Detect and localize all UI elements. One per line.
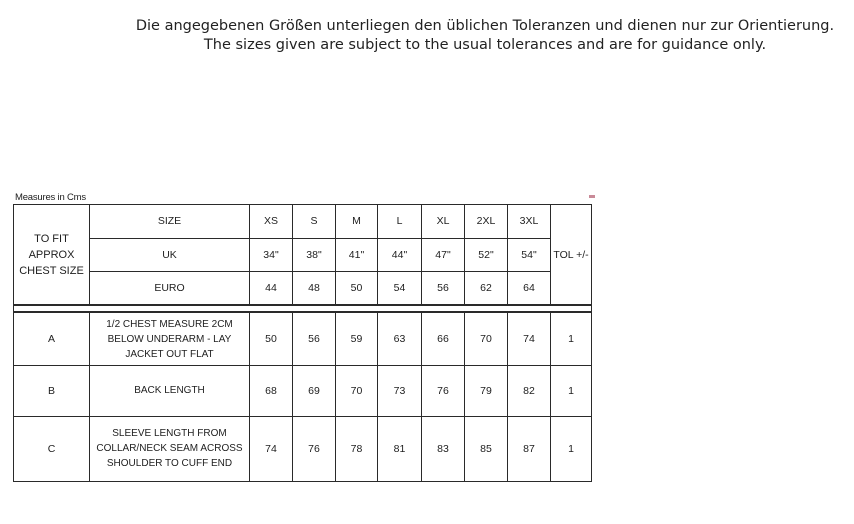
value-cell: 70 (336, 365, 378, 416)
tolerance-notice (120, 17, 850, 55)
row-code: C (14, 416, 90, 481)
uk-cell: 41" (336, 238, 378, 272)
value-cell: 56 (293, 312, 336, 365)
measure-row-a (14, 312, 592, 365)
value-cell: 74 (508, 312, 551, 365)
size-cell: XS (250, 205, 293, 239)
size-cell: 3XL (508, 205, 551, 239)
size-cell: XL (422, 205, 465, 239)
value-cell: 83 (422, 416, 465, 481)
euro-cell: 64 (508, 272, 551, 306)
header-separator (14, 305, 592, 312)
row-description: SLEEVE LENGTH FROM COLLAR/NECK SEAM ACROSS SHOULDER TO CUFF END (90, 416, 250, 481)
euro-cell: 44 (250, 272, 293, 306)
uk-cell: 38" (293, 238, 336, 272)
uk-cell: 47" (422, 238, 465, 272)
euro-row (14, 272, 592, 306)
row-code: B (14, 365, 90, 416)
tol-cell: 1 (551, 365, 592, 416)
tol-label: TOL +/- (551, 205, 592, 306)
measures-caption: Measures in Cms (15, 192, 86, 203)
tol-cell: 1 (551, 312, 592, 365)
size-cell: 2XL (465, 205, 508, 239)
euro-cell: 48 (293, 272, 336, 306)
size-label: SIZE (90, 205, 250, 239)
size-cell: M (336, 205, 378, 239)
euro-cell: 50 (336, 272, 378, 306)
measure-row-c (14, 416, 592, 481)
euro-label: EURO (90, 272, 250, 306)
value-cell: 69 (293, 365, 336, 416)
size-cell: L (378, 205, 422, 239)
row-description: 1/2 CHEST MEASURE 2CM BELOW UNDERARM - LAY JACKET OUT FLAT (90, 312, 250, 365)
value-cell: 50 (250, 312, 293, 365)
tol-cell: 1 (551, 416, 592, 481)
size-cell: S (293, 205, 336, 239)
corner-mark (589, 195, 595, 198)
uk-cell: 54" (508, 238, 551, 272)
uk-cell: 44" (378, 238, 422, 272)
uk-label: UK (90, 238, 250, 272)
measure-row-b (14, 365, 592, 416)
size-table (13, 204, 592, 482)
size-header-row (14, 205, 592, 239)
value-cell: 85 (465, 416, 508, 481)
value-cell: 81 (378, 416, 422, 481)
value-cell: 59 (336, 312, 378, 365)
row-description: BACK LENGTH (90, 365, 250, 416)
value-cell: 63 (378, 312, 422, 365)
euro-cell: 54 (378, 272, 422, 306)
value-cell: 68 (250, 365, 293, 416)
uk-cell: 34" (250, 238, 293, 272)
value-cell: 78 (336, 416, 378, 481)
value-cell: 76 (293, 416, 336, 481)
value-cell: 73 (378, 365, 422, 416)
euro-cell: 62 (465, 272, 508, 306)
uk-row (14, 238, 592, 272)
value-cell: 76 (422, 365, 465, 416)
uk-cell: 52" (465, 238, 508, 272)
notice-german: Die angegebenen Größen unterliegen den üblichen Toleranzen und dienen nur zur Orientierung. (135, 18, 835, 34)
fit-chest-label: TO FIT APPROX CHEST SIZE (14, 205, 90, 306)
separator-band (14, 305, 592, 312)
euro-cell: 56 (422, 272, 465, 306)
size-chart (13, 204, 591, 482)
value-cell: 82 (508, 365, 551, 416)
value-cell: 79 (465, 365, 508, 416)
notice-english: The sizes given are subject to the usual tolerances and are for guidance only. (203, 37, 767, 53)
row-code: A (14, 312, 90, 365)
value-cell: 70 (465, 312, 508, 365)
value-cell: 66 (422, 312, 465, 365)
value-cell: 87 (508, 416, 551, 481)
value-cell: 74 (250, 416, 293, 481)
